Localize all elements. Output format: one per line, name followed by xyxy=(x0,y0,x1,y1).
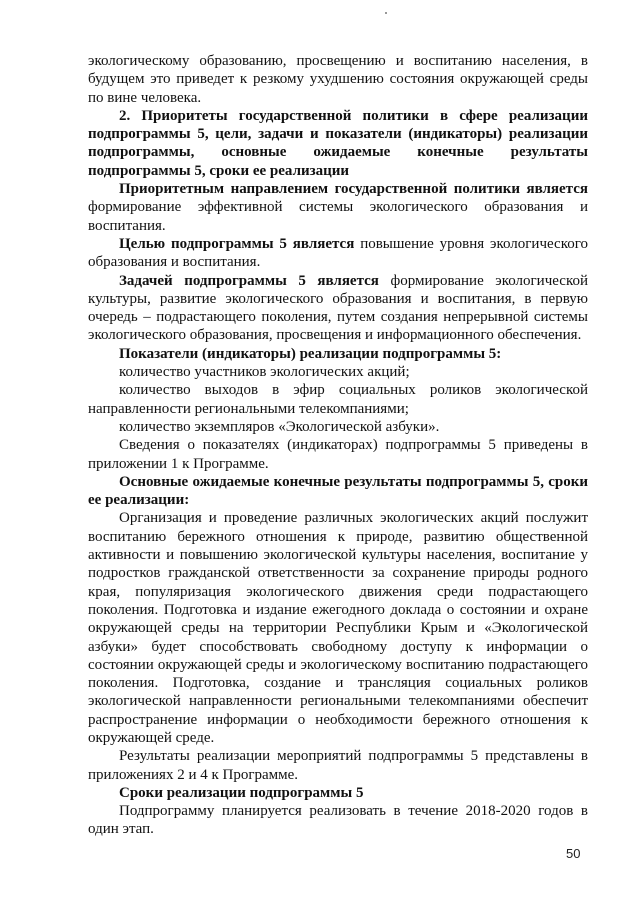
body-text: формирование экологической культуры, развитие экологического образования и воспитания, в первую очередь – подрастающего поколения, путем создания непрерывной системы экологического образования, просвещения и информационного обеспечения. xyxy=(88,272,588,344)
body-text: количество экземпляров «Экологической азбуки». xyxy=(119,418,440,435)
body-text: количество участников экологических акций; xyxy=(119,364,410,381)
scan-dot xyxy=(385,12,387,14)
paragraph xyxy=(88,381,588,418)
paragraph xyxy=(88,107,588,180)
bold-text: 2. Приоритеты государственной политики в сфере реализации подпрограммы 5, цели, задачи и показатели (индикаторы) реализации подпрограммы, основные ожидаемые конечные результаты подпрограммы 5, сроки ее реализации xyxy=(88,107,588,179)
paragraph xyxy=(88,180,588,235)
bold-text: Основные ожидаемые конечные результаты подпрограммы 5, сроки ее реализации: xyxy=(88,473,588,509)
page-number: 50 xyxy=(566,846,581,861)
body-text: количество выходов в эфир социальных роликов экологической направленности региональными телекомпаниями; xyxy=(88,382,588,417)
body-text: Результаты реализации мероприятий подпрограммы 5 представлены в приложениях 2 и 4 к Программе. xyxy=(88,748,588,783)
paragraph xyxy=(88,436,588,473)
body-text: Подпрограмму планируется реализовать в течение 2018-2020 годов в один этап. xyxy=(88,803,588,838)
paragraph xyxy=(88,802,588,839)
paragraph xyxy=(88,509,588,747)
bold-text: Целью подпрограммы 5 является xyxy=(119,235,355,252)
bold-text: Сроки реализации подпрограммы 5 xyxy=(119,784,364,801)
body-text: формирование эффективной системы экологического образования и воспитания. xyxy=(88,199,588,234)
body-text: Сведения о показателях (индикаторах) подпрограммы 5 приведены в приложении 1 к Программе. xyxy=(88,437,588,472)
paragraph xyxy=(88,272,588,345)
paragraph xyxy=(88,473,588,510)
paragraph xyxy=(88,747,588,784)
document-body xyxy=(88,52,588,839)
paragraph xyxy=(88,363,588,381)
paragraph xyxy=(88,418,588,436)
bold-text: Показатели (индикаторы) реализации подпрограммы 5: xyxy=(119,345,502,362)
body-text: экологическому образованию, просвещению и воспитанию населения, в будущем это приведет к резкому ухудшению состояния окружающей среды по вине человека. xyxy=(88,53,588,106)
paragraph xyxy=(88,235,588,272)
bold-text: Задачей подпрограммы 5 является xyxy=(119,272,379,289)
paragraph xyxy=(88,52,588,107)
body-text: повышение уровня экологического образования и воспитания. xyxy=(88,235,588,271)
body-text: Организация и проведение различных экологических акций послужит воспитанию бережного отношения к природе, развитию общественной активности и повышению экологической культуры населения, воспитание у подростков гражданской ответственности за сохранение природы родного края, популяризация экологического движения среди подрастающего поколения. Подготовка и издание ежегодного доклада о состоянии и охране окружающей среды на территории Республики Крым и «Экологической азбуки» будет способствовать свободному доступу к информации о состоянии окружающей среды и экологическому воспитанию подрастающего поколения. Подготовка, создание и трансляция социальных роликов экологической направленности региональными телекомпаниями обеспечит распространение информации о необходимости бережного отношения к окружающей среде. xyxy=(88,510,588,746)
paragraph xyxy=(88,345,588,363)
bold-text: Приоритетным направлением государственной политики является xyxy=(119,181,588,198)
paragraph xyxy=(88,784,588,802)
